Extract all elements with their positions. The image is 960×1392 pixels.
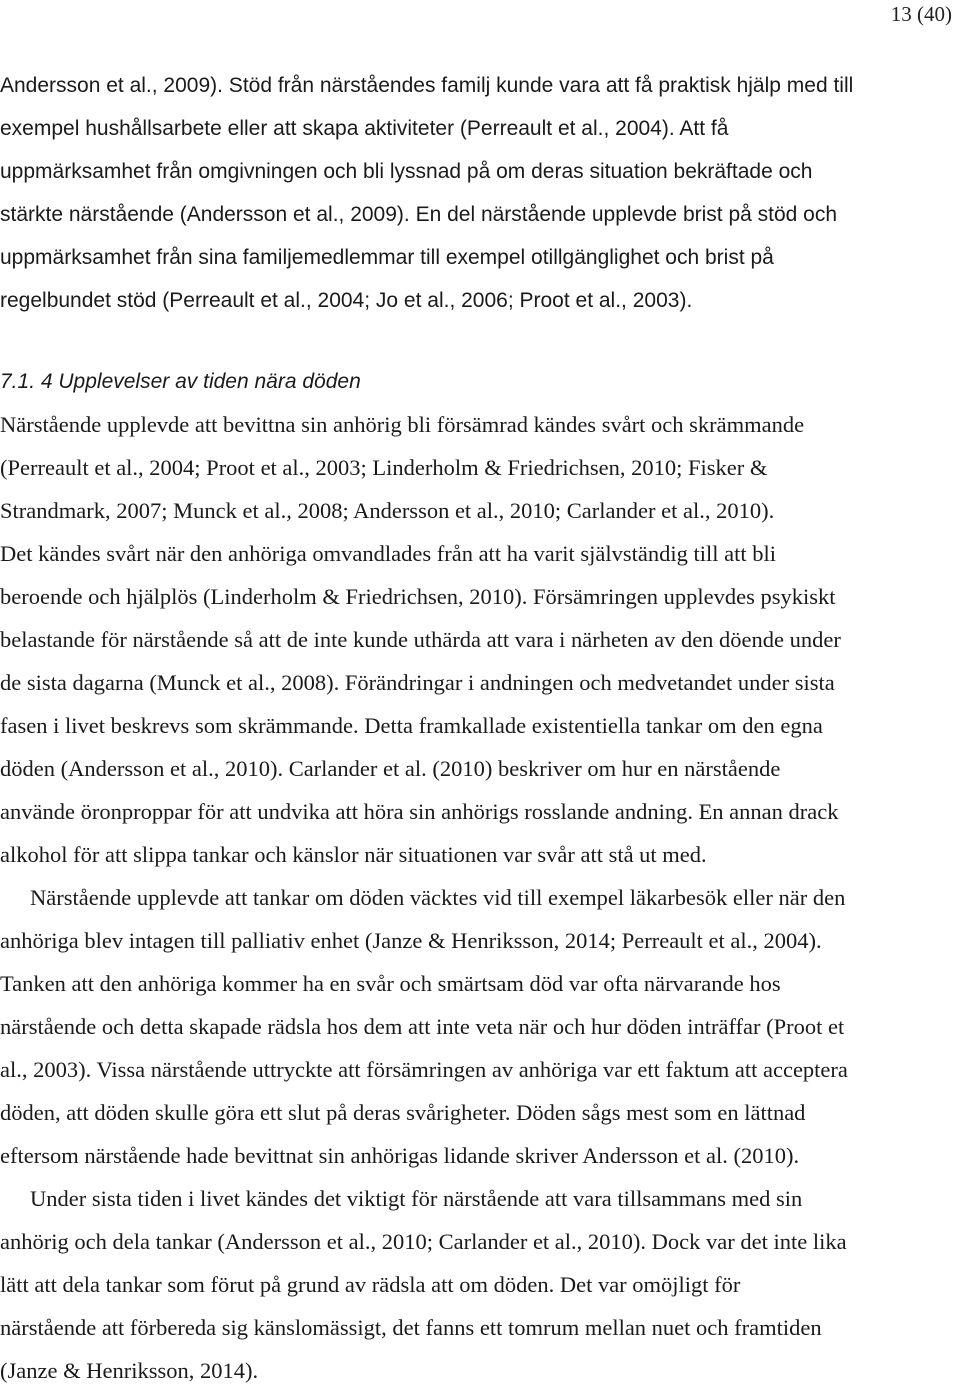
- paragraph-experiences: [0, 403, 950, 876]
- text-line: använde öronproppar för att undvika att höra sin anhörigs rosslande andning. En annan drack: [0, 799, 839, 824]
- text-line: närstående att förbereda sig känslomässigt, det fanns ett tomrum mellan nuet och framtiden: [0, 1315, 822, 1340]
- text-line: Andersson et al., 2009). Stöd från närståendes familj kunde vara att få praktisk hjälp med till: [0, 74, 854, 97]
- text-line: lätt att dela tankar som förut på grund av rädsla att om döden. Det var omöjligt för: [0, 1272, 741, 1297]
- paragraph-thoughts-of-death: [0, 876, 950, 1177]
- text-line: Närstående upplevde att bevittna sin anhörig bli försämrad kändes svårt och skrämmande: [0, 412, 805, 437]
- text-line: beroende och hjälplös (Linderholm & Friedrichsen, 2010). Försämringen upplevdes psykiskt: [0, 584, 836, 609]
- text-line: Under sista tiden i livet kändes det viktigt för närstående att vara tillsammans med sin: [30, 1186, 803, 1211]
- paragraph-support: [0, 64, 950, 322]
- text-line: alkohol för att slippa tankar och känslor när situationen var svår att stå ut med.: [0, 842, 707, 867]
- text-line: de sista dagarna (Munck et al., 2008). Förändringar i andningen och medvetandet under sista: [0, 670, 835, 695]
- paragraph-last-time: [0, 1177, 950, 1392]
- text-line: exempel hushållsarbete eller att skapa aktiviteter (Perreault et al., 2004). Att få: [0, 117, 729, 140]
- text-line: al., 2003). Vissa närstående uttryckte att försämringen av anhöriga var ett faktum att acceptera: [0, 1057, 848, 1082]
- text-line: eftersom närstående hade bevittnat sin anhörigas lidande skriver Andersson et al. (2010).: [0, 1143, 800, 1168]
- text-line: uppmärksamhet från omgivningen och bli lyssnad på om deras situation bekräftade och: [0, 160, 813, 183]
- text-line: anhöriga blev intagen till palliativ enhet (Janze & Henriksson, 2014; Perreault et al., 2004).: [0, 928, 822, 953]
- page-number: 13 (40): [890, 2, 952, 26]
- text-line: belastande för närstående så att de inte kunde uthärda att vara i närheten av den döende under: [0, 627, 841, 652]
- section-heading: 7.1. 4 Upplevelser av tiden nära döden: [0, 370, 361, 393]
- text-line: döden, att döden skulle göra ett slut på deras svårigheter. Döden sågs mest som en lättnad: [0, 1100, 806, 1125]
- text-line: stärkte närstående (Andersson et al., 2009). En del närstående upplevde brist på stöd och: [0, 203, 838, 226]
- document-body: [0, 64, 950, 1392]
- text-line: närstående och detta skapade rädsla hos dem att inte veta när och hur döden inträffar (Proot et: [0, 1014, 845, 1039]
- text-line: Det kändes svårt när den anhöriga omvandlades från att ha varit självständig till att bli: [0, 541, 777, 566]
- text-line: anhörig och dela tankar (Andersson et al., 2010; Carlander et al., 2010). Dock var det inte lika: [0, 1229, 847, 1254]
- text-line: uppmärksamhet från sina familjemedlemmar till exempel otillgänglighet och brist på: [0, 246, 774, 269]
- text-line: fasen i livet beskrevs som skrämmande. Detta framkallade existentiella tankar om den egna: [0, 713, 823, 738]
- text-line: regelbundet stöd (Perreault et al., 2004; Jo et al., 2006; Proot et al., 2003).: [0, 289, 693, 312]
- text-line: Strandmark, 2007; Munck et al., 2008; Andersson et al., 2010; Carlander et al., 2010).: [0, 498, 775, 523]
- text-line: (Janze & Henriksson, 2014).: [0, 1358, 259, 1383]
- text-line: Tanken att den anhöriga kommer ha en svår och smärtsam död var ofta närvarande hos: [0, 971, 781, 996]
- section-gap: [0, 322, 950, 360]
- text-line: Närstående upplevde att tankar om döden väcktes vid till exempel läkarbesök eller när den: [30, 885, 846, 910]
- text-line: döden (Andersson et al., 2010). Carlander et al. (2010) beskriver om hur en närstående: [0, 756, 781, 781]
- text-line: (Perreault et al., 2004; Proot et al., 2003; Linderholm & Friedrichsen, 2010; Fisker &: [0, 455, 768, 480]
